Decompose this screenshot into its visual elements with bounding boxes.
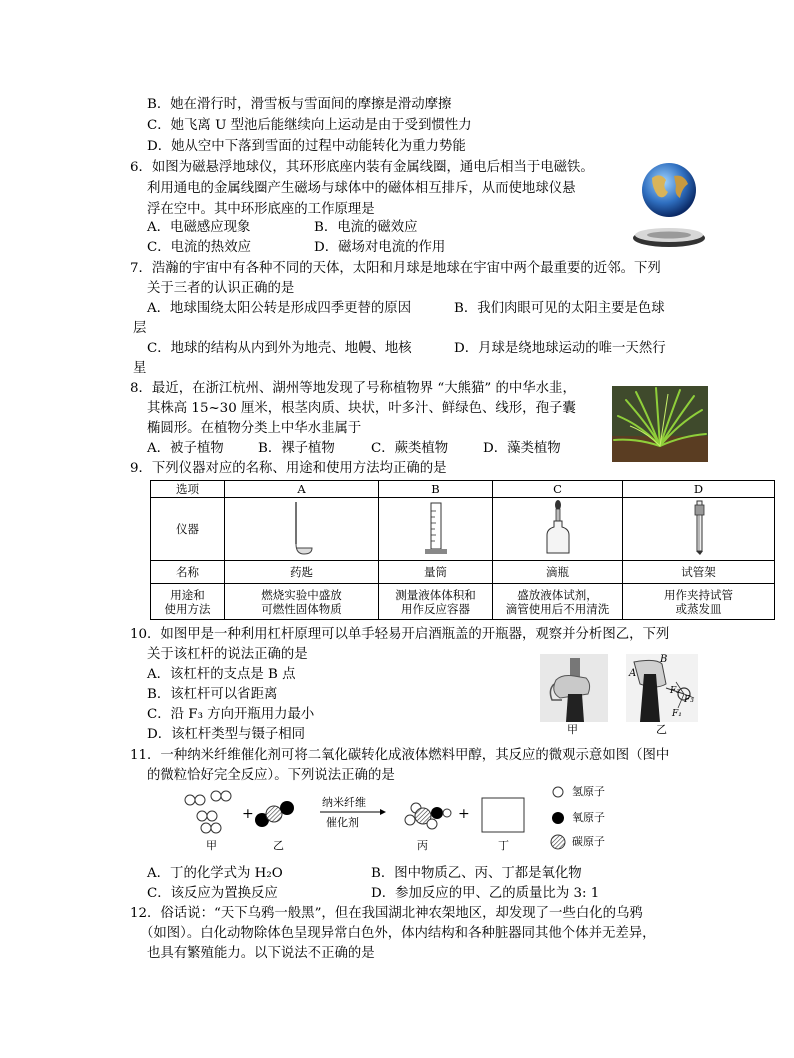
table-use-d [623, 584, 775, 620]
diagram-label-jia: 甲 [206, 839, 217, 852]
catalyst-label-bottom: 催化剂 [326, 816, 359, 829]
q6-stem-line2: 利用通电的金属线圈产生磁场与球体中的磁体相互排斥，从而使地球仪悬 [147, 181, 576, 196]
product-bing-molecule [405, 803, 451, 829]
use-label-line2: 使用方法 [164, 601, 211, 616]
use-c-line1: 盛放液体试剂， [517, 587, 598, 602]
use-d-line1: 用作夹持试管 [664, 587, 733, 602]
figure-label-a: A [629, 668, 637, 679]
q7-option-a: A．地球围绕太阳公转是形成四季更替的原因 [147, 301, 412, 316]
q10-option-d: D．该杠杆类型与镊子相同 [147, 727, 306, 742]
q9-stem-line1: 9．下列仪器对应的名称、用途和使用方法均正确的是 [130, 461, 447, 476]
table-header-d: D [623, 481, 775, 498]
dropper-bottle-image [543, 499, 573, 557]
use-b-line2: 用作反应容器 [401, 601, 470, 616]
q11-option-c: C．该反应为置换反应 [147, 886, 278, 901]
test-tube-holder-image [684, 499, 714, 557]
test-tube-rack-image-cell [623, 498, 775, 561]
legend-oxygen: 氧原子 [572, 811, 605, 824]
q5-option-d: D．她从空中下落到雪面的过程中动能转化为重力势能 [147, 139, 466, 154]
q6-option-a: A．电磁感应现象 [147, 220, 251, 235]
q5-option-c: C．她飞离 U 型池后能继续向上运动是由于受到惯性力 [147, 118, 472, 133]
q6-stem-line1: 6．如图为磁悬浮地球仪，其环形底座内装有金属线圈，通电后相当于电磁铁。 [130, 160, 594, 175]
q12-stem-line3: 也具有繁殖能力。以下说法不正确的是 [147, 946, 375, 961]
q10-option-b: B．该杠杆可以省距离 [147, 687, 278, 702]
table-name-c: 滴瓶 [493, 561, 623, 584]
figure-caption-yi: 乙 [656, 723, 667, 736]
q11-option-a: A．丁的化学式为 H₂O [147, 866, 283, 881]
table-use-a [225, 584, 379, 620]
q7-option-d: D．月球是绕地球运动的唯一天然行 [454, 341, 666, 356]
table-header-b: B [379, 481, 493, 498]
cylinder-image-cell [379, 498, 493, 561]
table-row-label-name: 名称 [151, 561, 225, 584]
q10-stem-line2: 关于该杠杆的说法正确的是 [147, 647, 308, 662]
figure-caption-jia: 甲 [567, 723, 578, 736]
q12-stem-line1: 12．俗话说：“天下乌鸦一般黑”，但在我国湖北神农架地区，却发现了一些白化的乌鸦 [130, 906, 643, 921]
q7-option-b-wrap: 层 [133, 321, 147, 336]
q11-stem-line2: 的微粒恰好完全反应）。下列说法正确的是 [147, 768, 395, 783]
q11-option-d: D．参加反应的甲、乙的质量比为 3: 1 [371, 886, 600, 901]
q8-stem-line2: 其株高 15~30 厘米，根茎肉质、块状，叶多汁、鲜绿色、线形，孢子囊 [147, 401, 576, 416]
q12-stem-line2: （如图）。白化动物除体色呈现异常白色外，体内结构和各种脏器同其他个体并无差异， [140, 926, 656, 941]
dropper-bottle-image-cell [493, 498, 623, 561]
table-header-c: C [493, 481, 623, 498]
table-use-c [493, 584, 623, 620]
legend-carbon: 碳原子 [572, 835, 605, 848]
table-row-label-use [151, 584, 225, 620]
spoon-image-cell [225, 498, 379, 561]
maglev-globe-image [628, 158, 710, 252]
q6-option-c: C．电流的热效应 [147, 240, 251, 255]
q6-option-d: D．磁场对电流的作用 [314, 240, 446, 255]
table-row-label-instrument: 仪器 [151, 498, 225, 561]
q7-option-c: C．地球的结构从内到外为地壳、地幔、地核 [147, 341, 412, 356]
table-name-a: 药匙 [225, 561, 379, 584]
q7-option-b: B．我们肉眼可见的太阳主要是色球 [454, 301, 665, 316]
diagram-label-ding: 丁 [498, 839, 509, 852]
q8-stem-line3: 椭圆形。在植物分类上中华水韭属于 [147, 421, 362, 436]
q7-option-d-wrap: 星 [133, 361, 147, 376]
table-use-b [379, 584, 493, 620]
q7-stem-line1: 7．浩瀚的宇宙中有各种不同的天体，太阳和月球是地球在宇宙中两个最重要的近邻。下列 [130, 261, 661, 276]
q8-option-d: D．藻类植物 [483, 441, 561, 456]
q7-stem-line2: 关于三者的认识正确的是 [147, 281, 295, 296]
q8-option-c: C．蕨类植物 [371, 441, 449, 456]
table-header-option: 选项 [151, 481, 225, 498]
q10-stem-line1: 10．如图甲是一种利用杠杆原理可以单手轻易开启酒瓶盖的开瓶器，观察并分析图乙，下列 [130, 627, 670, 642]
q11-option-b: B．图中物质乙、丙、丁都是氧化物 [371, 866, 582, 881]
quillwort-plant-image [612, 386, 708, 462]
use-label-line1: 用途和 [170, 587, 205, 602]
svg-text:+: + [458, 806, 470, 822]
reactant-yi-molecule [255, 801, 294, 827]
figure-label-b: B [660, 654, 668, 665]
q10-option-a: A．该杠杆的支点是 B 点 [147, 667, 296, 682]
q8-option-b: B．裸子植物 [258, 441, 335, 456]
use-b-line1: 测量液体体积和 [395, 587, 476, 602]
q10-option-c: C．沿 F₃ 方向开瓶用力最小 [147, 707, 315, 722]
q6-option-b: B．电流的磁效应 [314, 220, 418, 235]
svg-text:+: + [242, 806, 254, 822]
graduated-cylinder-image [421, 499, 451, 557]
table-name-b: 量筒 [379, 561, 493, 584]
q8-stem-line1: 8．最近，在浙江杭州、湖州等地发现了号称植物界 “大熊猫” 的中华水韭， [130, 381, 576, 396]
catalyst-label-top: 纳米纤维 [322, 796, 366, 809]
reactant-jia-molecules [185, 791, 231, 833]
table-header-a: A [225, 481, 379, 498]
use-c-line2: 滴管使用后不用清洗 [505, 601, 610, 616]
medicine-spoon-image [282, 500, 322, 556]
table-name-d: 试管架 [623, 561, 775, 584]
use-a-line2: 可燃性固体物质 [261, 601, 342, 616]
diagram-label-yi: 乙 [273, 839, 284, 852]
q8-option-a: A．被子植物 [147, 441, 224, 456]
use-a-line1: 燃烧实验中盛放 [261, 587, 342, 602]
instrument-table [150, 480, 775, 620]
figure-label-f2: F₂ [670, 686, 680, 696]
diagram-label-bing: 丙 [417, 839, 428, 852]
use-d-line2: 或蒸发皿 [675, 601, 722, 616]
figure-label-f1: F₁ [672, 709, 682, 719]
q6-stem-line3: 浮在空中。其中环形底座的工作原理是 [147, 202, 375, 217]
reaction-microscopic-diagram [180, 786, 620, 858]
bottle-opener-figure-jia [540, 654, 608, 722]
q5-option-b: B．她在滑行时，滑雪板与雪面间的摩擦是滑动摩擦 [147, 97, 452, 112]
legend-hydrogen: 氢原子 [572, 785, 605, 798]
q11-stem-line1: 11．一种纳米纤维催化剂可将二氧化碳转化成液体燃料甲醇，其反应的微观示意如图（图中 [130, 748, 670, 763]
figure-label-f3: F₃ [684, 695, 694, 705]
